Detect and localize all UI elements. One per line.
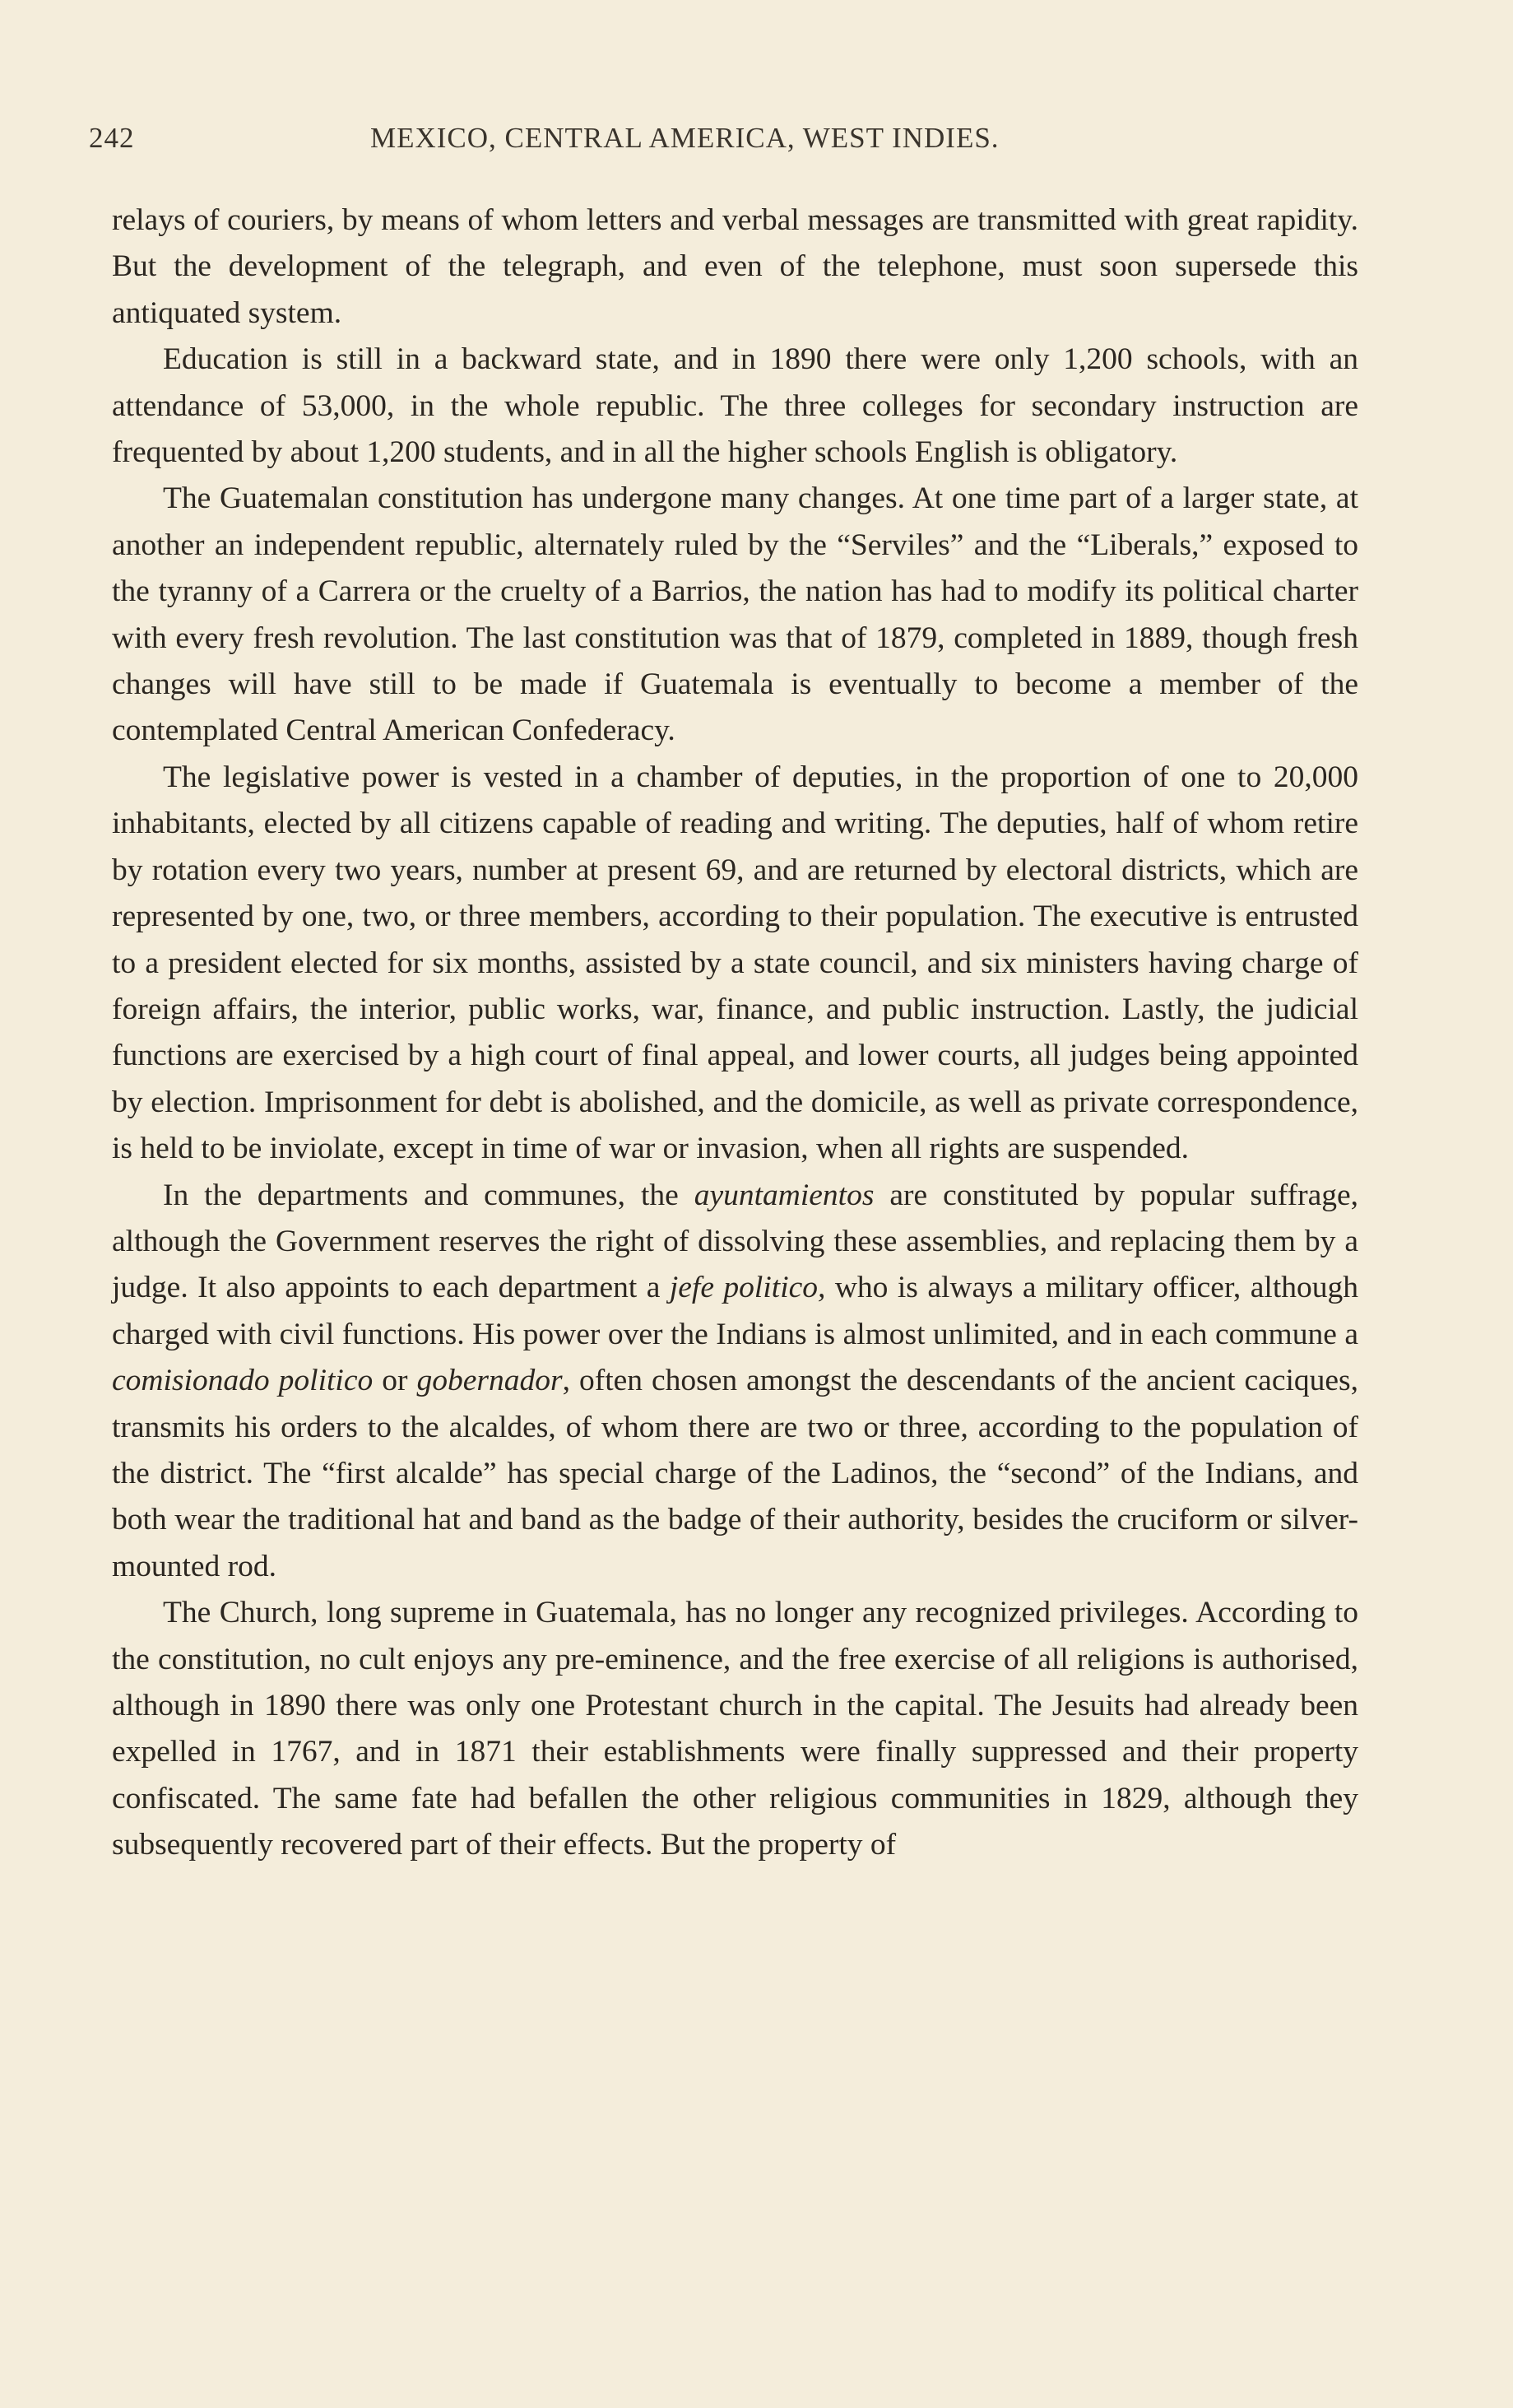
- text-run: The Church, long supreme in Guatemala, has no longer any recognized privileges. According to the constitution, no cult enjoys any pre-eminence, and the free exercise of all religions is authorised, although in 1890 there was only one Protestant church in the capital. The Jesuits had already been expelled in 1767, and in 1871 their establishments were finally suppressed and their property confiscated. The same fate had befallen the other religious communities in 1829, although they subsequently recovered part of their effects. But the property of: [112, 1596, 1358, 1862]
- text-run: Education is still in a backward state, and in 1890 there were only 1,200 schools, with an attendance of 53,000, in the whole republic. The three colleges for secondary instruction are frequented by about 1,200 students, and in all the higher schools English is obligatory.: [112, 342, 1358, 470]
- running-header: [89, 122, 1360, 161]
- italic-term: gobernador: [416, 1364, 563, 1398]
- text-run: The legislative power is vested in a chamber of deputies, in the proportion of one to 20,000 inhabitants, elected by all citizens capable of reading and writing. The deputies, half of whom retire by rotation every two years, number at present 69, and are returned by electoral districts, which are represented by one, two, or three members, according to their population. The executive is entrusted to a president elected for six months, assisted by a state council, and six ministers having charge of foreign affairs, the interior, public works, war, finance, and public instruction. Lastly, the judicial functions are exercised by a high court of final appeal, and lower courts, all judges being appointed by election. Imprisonment for debt is abolished, and the domicile, as well as private correspondence, is held to be inviolate, except in time of war or invasion, when all rights are suspended.: [112, 760, 1358, 1166]
- text-run: who is always a military officer, although charged with civil functions. His power over the Indians is almost unlimited, and in each commune a: [112, 1271, 1358, 1351]
- paragraph-church: [112, 1590, 1358, 1868]
- paragraph-couriers: [112, 198, 1358, 337]
- paragraph-departments-communes: [112, 1173, 1358, 1591]
- italic-term: jefe politico,: [669, 1271, 826, 1305]
- paragraph-education: [112, 337, 1358, 476]
- text-run: relays of couriers, by means of whom letters and verbal messages are transmitted with great rapidity. But the development of the telegraph, and even of the telephone, must soon supersede this antiquated system.: [112, 203, 1358, 330]
- running-title: MEXICO, CENTRAL AMERICA, WEST INDIES.: [370, 122, 1000, 154]
- text-run: or: [373, 1364, 417, 1398]
- page-number: 242: [89, 122, 135, 154]
- italic-term: comisionado politico: [112, 1364, 374, 1398]
- body-text: [112, 198, 1358, 1869]
- italic-term: ayuntamientos: [694, 1178, 875, 1212]
- text-run: The Guatemalan constitution has undergone many changes. At one time part of a larger state, at another an independent republic, alternately ruled by the “Serviles” and the “Liberals,” exposed to the tyranny of a Carrera or the cruelty of a Barrios, the nation has had to modify its political charter with every fresh revolution. The last constitution was that of 1879, completed in 1889, though fresh changes will have still to be made if Guatemala is eventually to become a member of the contemplated Central American Confederacy.: [112, 481, 1358, 748]
- text-run: , often chosen amongst the descendants of the ancient caciques, transmits his orders to the alcaldes, of whom there are two or three, according to the population of the district. The “first alcalde” has special charge of the Ladinos, the “second” of the Indians, and both wear the traditional hat and band as the badge of their authority, besides the cruciform or silver-mounted rod.: [112, 1364, 1358, 1583]
- paragraph-legislative-power: [112, 755, 1358, 1173]
- text-run: In the departments and communes, the: [163, 1178, 694, 1212]
- text-run: are constituted by popular suffrage, although the Government reserves the right of dissolving these assemblies, and replacing them by a judge. It also appoints to each department a: [112, 1178, 1359, 1305]
- paragraph-constitution: [112, 476, 1358, 754]
